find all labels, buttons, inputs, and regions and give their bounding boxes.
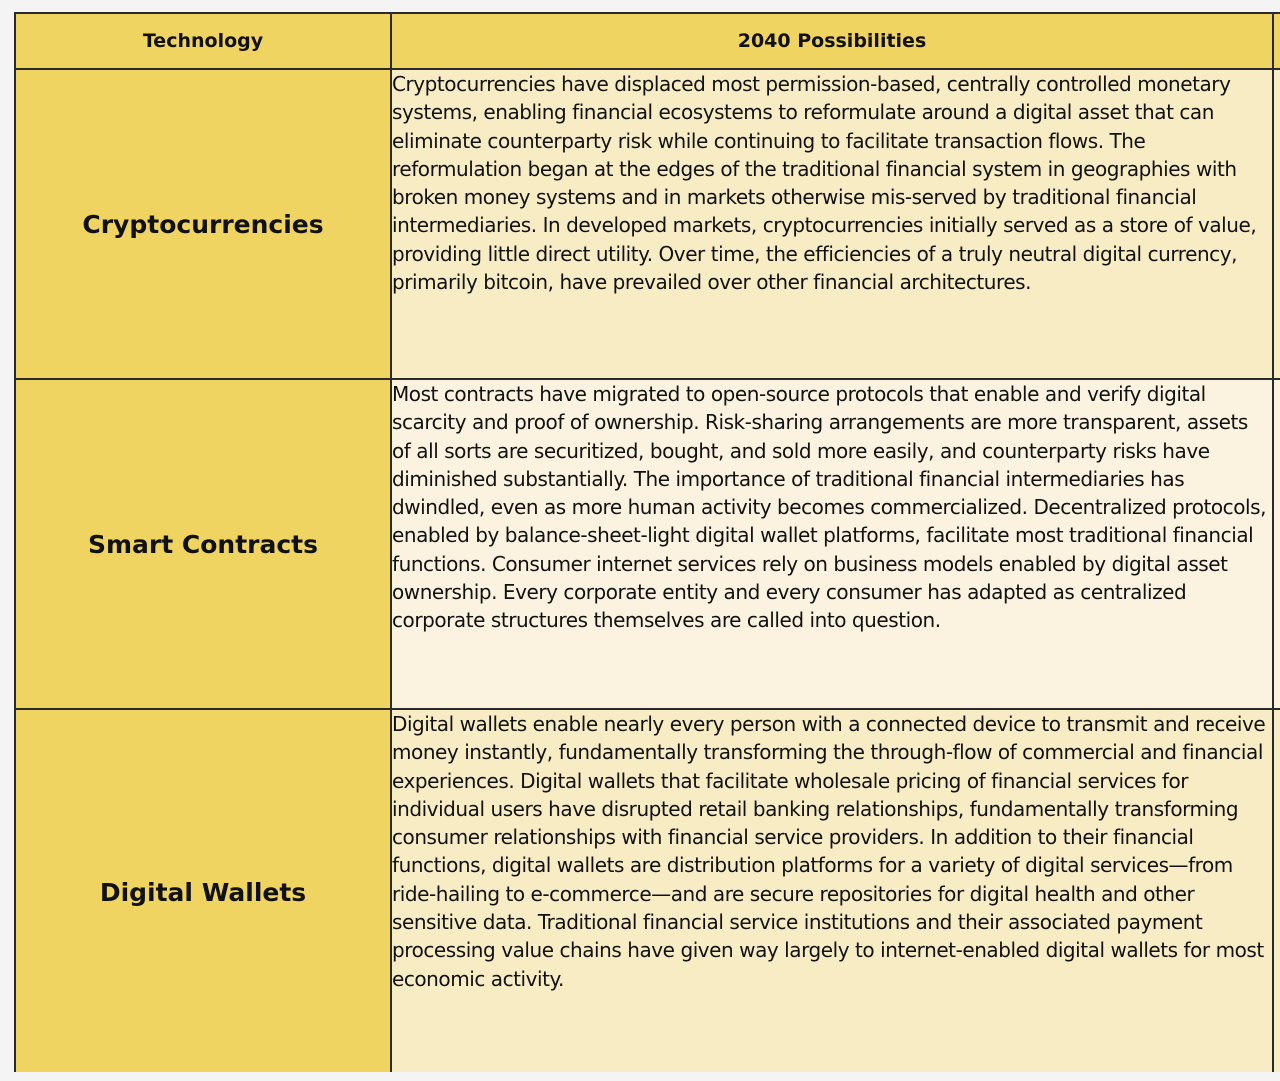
extra-cell [1273,69,1280,379]
extra-cell [1273,709,1280,1072]
extra-cell [1273,379,1280,709]
header-2040-possibilities: 2040 Possibilities [391,13,1273,69]
table-header-row [15,13,1280,69]
header-technology: Technology [15,13,391,69]
possibility-description: Cryptocurrencies have displaced most permission-based, centrally controlled monetary systems, enabling financial ecosystems to reformulate around a digital asset that can eliminate counterparty risk while continuing to facilitate transaction flows. The reformulation began at the edges of the traditional financial system in geographies with broken money systems and in markets otherwise mis-served by traditional financial intermediaries. In developed markets, cryptocurrencies initially served as a store of value, providing little direct utility. Over time, the efficiencies of a truly neutral digital currency, primarily bitcoin, have prevailed over other financial architectures. [391,69,1273,379]
possibility-description: Digital wallets enable nearly every person with a connected device to transmit and receive money instantly, fundamentally transforming the through-flow of commercial and financial experiences. Digital wallets that facilitate wholesale pricing of financial services for individual users have disrupted retail banking relationships, fundamentally transforming consumer relationships with financial service providers. In addition to their financial functions, digital wallets are distribution platforms for a variety of digital services—from ride-hailing to e-commerce—and are secure repositories for digital health and other sensitive data. Traditional financial service institutions and their associated payment processing value chains have given way largely to internet-enabled digital wallets for most economic activity. [391,709,1273,1072]
table-row-cryptocurrencies [15,69,1280,379]
technology-possibilities-table [14,12,1280,1072]
technology-name: Cryptocurrencies [15,69,391,379]
technology-name: Digital Wallets [15,709,391,1072]
table-row-smart-contracts [15,379,1280,709]
table-frame [14,12,1280,1072]
table-row-digital-wallets [15,709,1280,1072]
possibility-description: Most contracts have migrated to open-source protocols that enable and verify digital scarcity and proof of ownership. Risk-sharing arrangements are more transparent, assets of all sorts are securitized, bought, and sold more easily, and counterparty risks have diminished substantially. The importance of traditional financial intermediaries has dwindled, even as more human activity becomes commercialized. Decentralized protocols, enabled by balance-sheet-light digital wallet platforms, facilitate most traditional financial functions. Consumer internet services rely on business models enabled by digital asset ownership. Every corporate entity and every consumer has adapted as centralized corporate structures themselves are called into question. [391,379,1273,709]
technology-name: Smart Contracts [15,379,391,709]
header-extra-column [1273,13,1280,69]
